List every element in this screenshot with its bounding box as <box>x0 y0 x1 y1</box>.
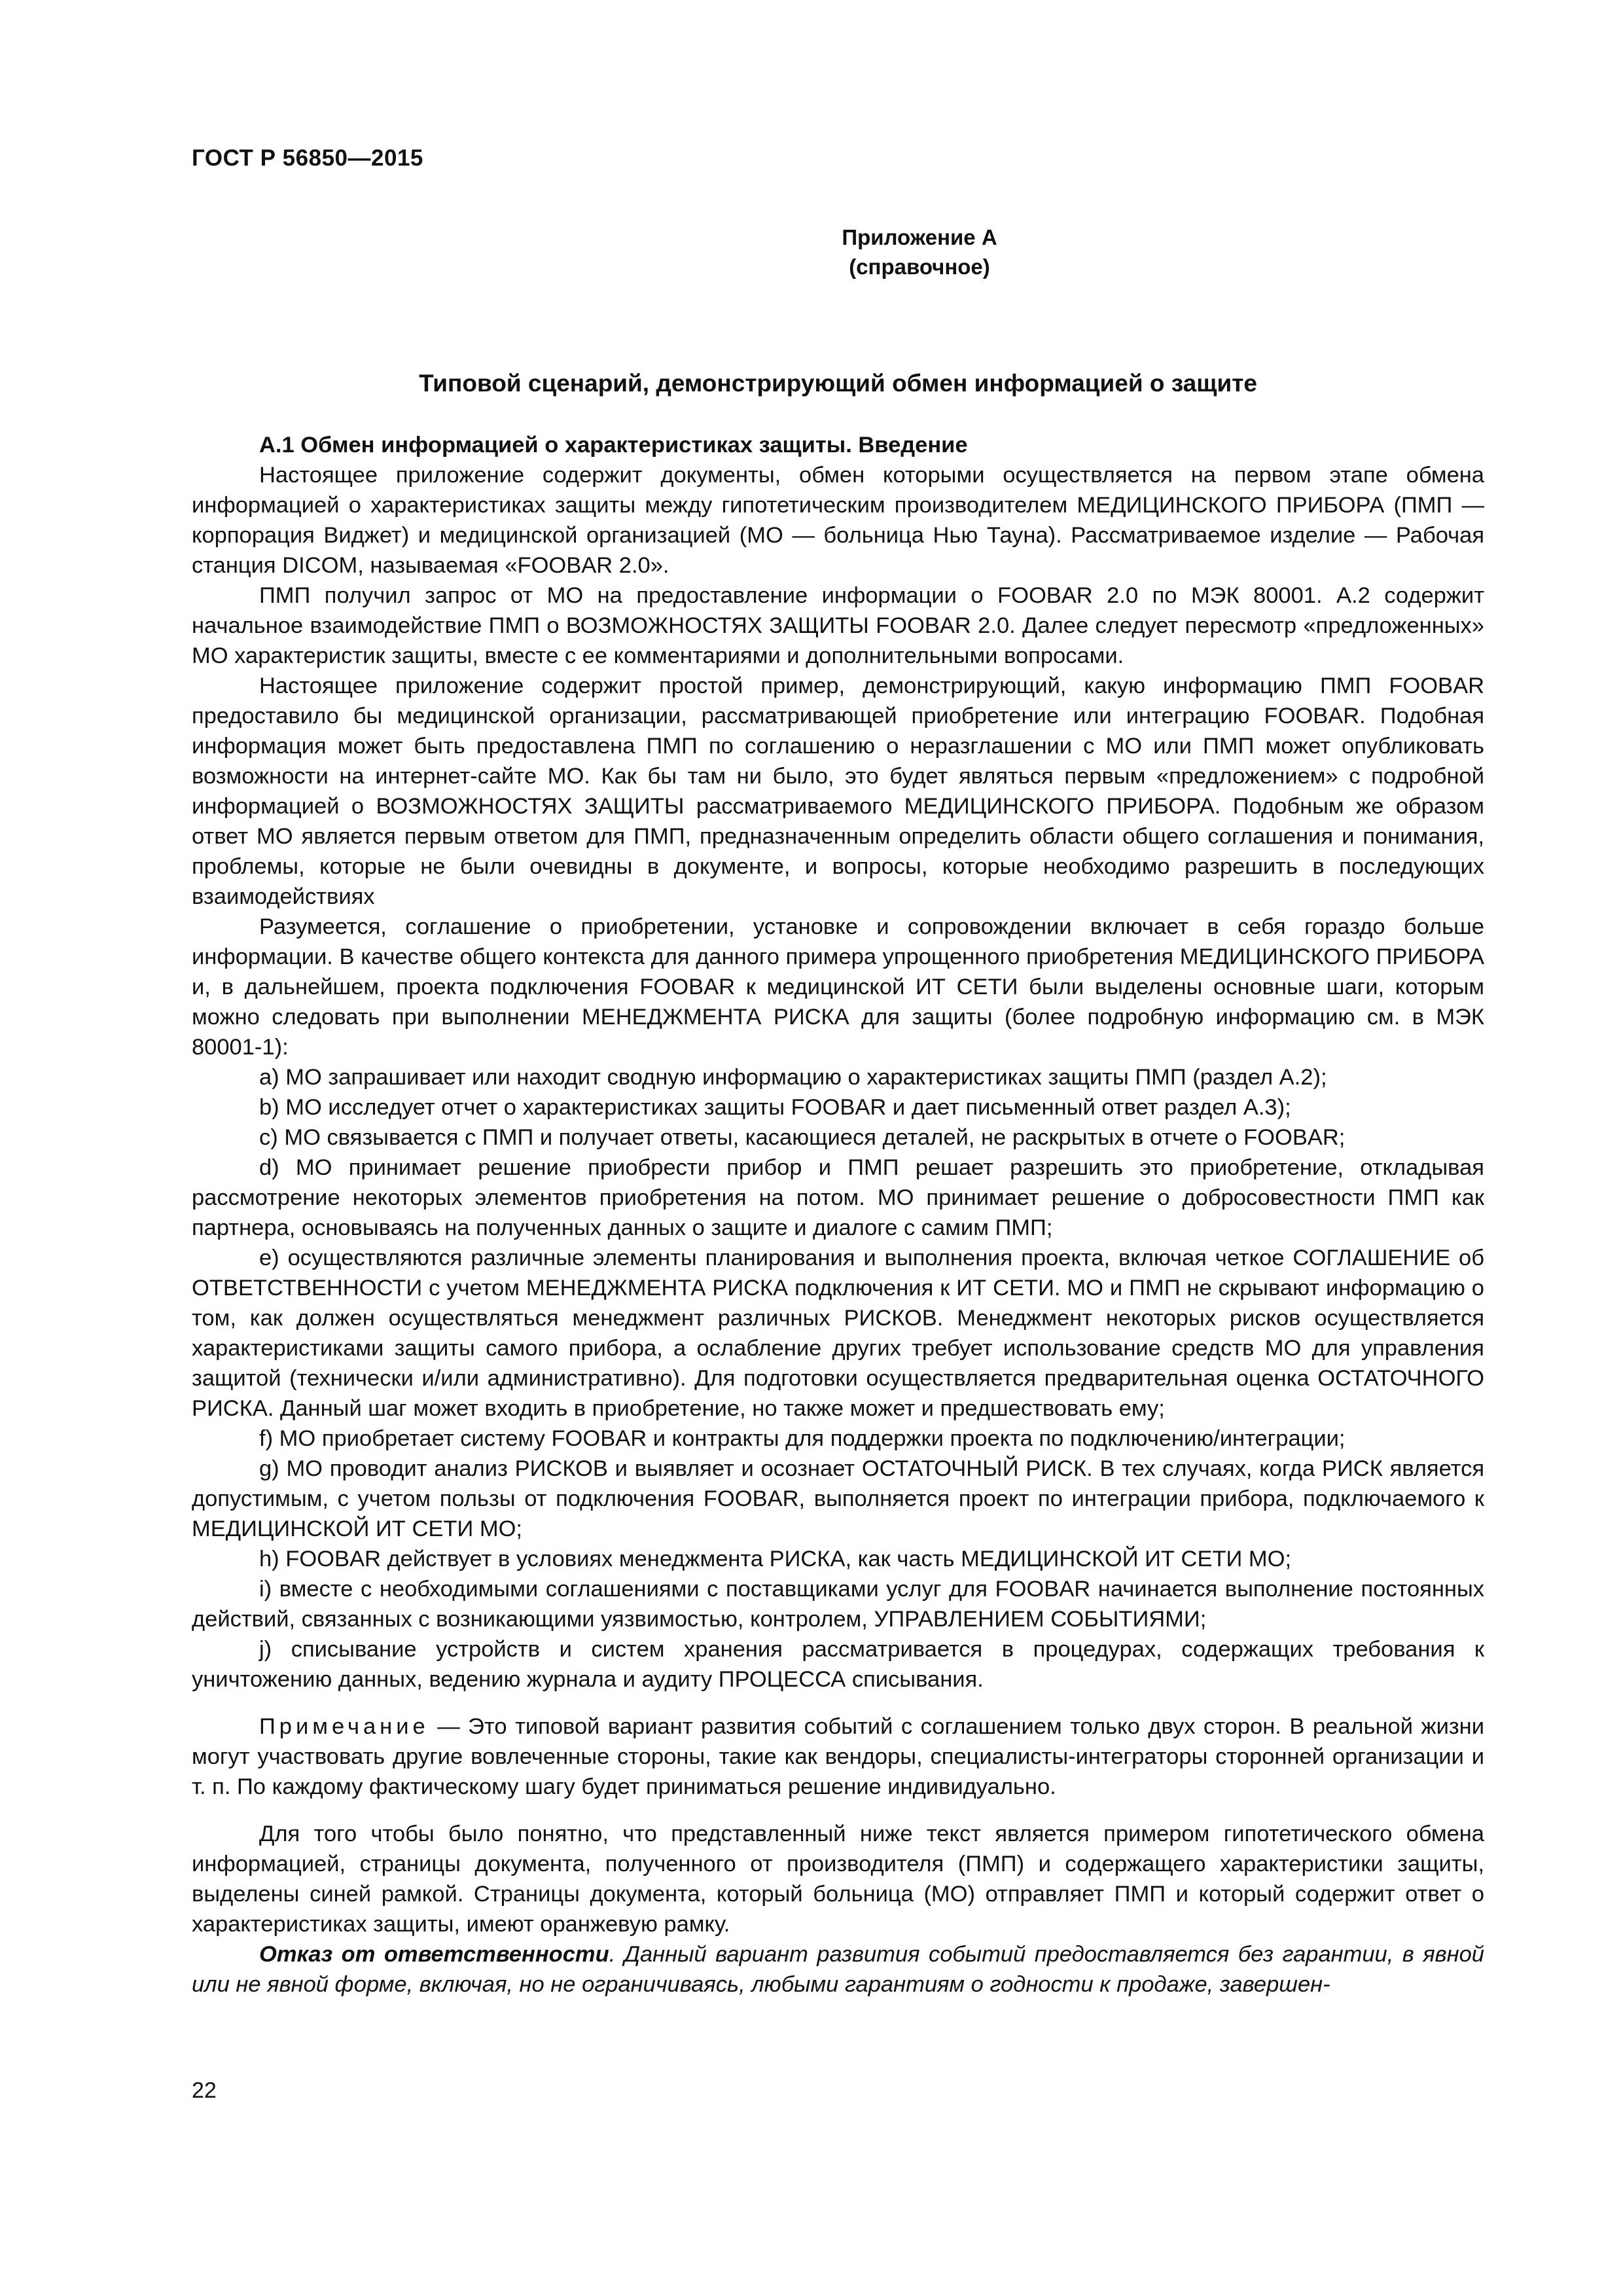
list-item: g) МО проводит анализ РИСКОВ и выявляет и осознает ОСТАТОЧНЫЙ РИСК. В тех случаях, когда РИСК является допустимым, с учетом пользы от подключения FOOBAR, выполняется проект по интеграции прибора, подключаемого к МЕДИЦИНСКОЙ ИТ СЕТИ МО; <box>192 1456 1484 1541</box>
disclaimer <box>192 1939 1484 2000</box>
appendix-kind: (справочное) <box>849 255 990 279</box>
list-item: c) МО связывается с ПМП и получает ответы, касающиеся деталей, не раскрытых в отчете о FOOBAR; <box>259 1125 1346 1150</box>
note-label: Примечание <box>259 1714 429 1739</box>
disclaimer-text: . Данный вариант развития событий предоставляется без гарантии, в явной или не явной форме, включая, но не ограничиваясь, любыми гарантиям о годности к продаже, завершен- <box>192 1942 1484 1997</box>
paragraph: Настоящее приложение содержит документы, обмен которыми осуществляется на первом этапе обмена информацией о характеристиках защиты между гипотетическим производителем МЕДИЦИНСКОГО ПРИБОРА (ПМП — корпорация Виджет) и медицинской организацией (МО — больница Нью Тауна). Рассматриваемое изделие — Рабочая станция DICOM, называемая «FOOBAR 2.0». <box>192 463 1484 578</box>
section-heading: А.1 Обмен информацией о характеристиках защиты. Введение <box>259 433 968 457</box>
document-body <box>192 430 1484 2000</box>
list-item: i) вместе с необходимыми соглашениями с поставщиками услуг для FOOBAR начинается выполнение постоянных действий, связанных с возникающими уязвимостью, контролем, УПРАВЛЕНИЕМ СОБЫТИЯМИ; <box>192 1577 1484 1632</box>
disclaimer-label: Отказ от ответственности <box>259 1942 609 1967</box>
list-item: f) МО приобретает систему FOOBAR и контракты для поддержки проекта по подключению/интеграции; <box>259 1426 1346 1451</box>
page-number: 22 <box>192 2078 217 2103</box>
list-item: d) МО принимает решение приобрести прибор и ПМП решает разрешить это приобретение, откладывая рассмотрение некоторых элементов приобретения на потом. МО принимает решение о добросовестности ПМП как партнера, основываясь на полученных данных о защите и диалоге с самим ПМП; <box>192 1155 1484 1240</box>
appendix-label: Приложение А <box>842 225 997 249</box>
appendix-heading <box>0 223 1623 281</box>
paragraph: Разумеется, соглашение о приобретении, установке и сопровождении включает в себя гораздо больше информации. В качестве общего контекста для данного примера упрощенного приобретения МЕДИЦИНСКОГО ПРИБОРА и, в дальнейшем, проекта подключения FOOBAR к медицинской ИТ СЕТИ были выделены основные шаги, которым можно следовать при выполнении МЕНЕДЖМЕНТА РИСКА для защиты (более подробную информацию см. в МЭК 80001-1): <box>192 914 1484 1060</box>
list-item: h) FOOBAR действует в условиях менеджмента РИСКА, как часть МЕДИЦИНСКОЙ ИТ СЕТИ МО; <box>259 1547 1292 1571</box>
list-item: b) МО исследует отчет о характеристиках защиты FOOBAR и дает письменный ответ раздел А.3); <box>259 1095 1291 1120</box>
note-text: — Это типовой вариант развития событий с соглашением только двух сторон. В реальной жизни могут участвовать другие вовлеченные стороны, такие как вендоры, специалисты-интеграторы сторонней организации и т. п. По каждому фактическому шагу будет приниматься решение индивидуально. <box>192 1714 1484 1799</box>
document-header: ГОСТ Р 56850—2015 <box>192 145 423 171</box>
list-item: а) МО запрашивает или находит сводную информацию о характеристиках защиты ПМП (раздел А.2); <box>259 1065 1327 1090</box>
paragraph: Настоящее приложение содержит простой пример, демонстрирующий, какую информацию ПМП FOOBAR предоставило бы медицинской организации, рассматривающей приобретение или интеграцию FOOBAR. Подобная информация может быть предоставлена ПМП по соглашению о неразглашении с МО или ПМП может опубликовать возможности на интернет-сайте МО. Как бы там ни было, это будет являться первым «предложением» с подробной информацией о ВОЗМОЖНОСТЯХ ЗАЩИТЫ рассматриваемого МЕДИЦИНСКОГО ПРИБОРА. Подобным же образом ответ МО является первым ответом для ПМП, предназначенным определить области общего соглашения и понимания, проблемы, которые не были очевидны в документе, и вопросы, которые необходимо разрешить в последующих взаимодействиях <box>192 673 1484 909</box>
list-item: e) осуществляются различные элементы планирования и выполнения проекта, включая четкое СОГЛАШЕНИЕ об ОТВЕТСТВЕННОСТИ с учетом МЕНЕДЖМЕНТА РИСКА подключения к ИТ СЕТИ. МО и ПМП не скрывают информацию о том, как должен осуществляться менеджмент различных РИСКОВ. Менеджмент некоторых рисков осуществляется характеристиками защиты самого прибора, а ослабление других требует использование средств МО для управления защитой (технически и/или административно). Для подготовки осуществляется предварительная оценка ОСТАТОЧНОГО РИСКА. Данный шаг может входить в приобретение, но также может и предшествовать ему; <box>192 1246 1484 1421</box>
list-item: j) списывание устройств и систем хранения рассматривается в процедурах, содержащих требования к уничтожению данных, ведению журнала и аудиту ПРОЦЕССА списывания. <box>192 1637 1484 1692</box>
page-title: Типовой сценарий, демонстрирующий обмен информацией о защите <box>419 370 1257 397</box>
note <box>192 1712 1484 1802</box>
paragraph: ПМП получил запрос от МО на предоставление информации о FOOBAR 2.0 по МЭК 80001. А.2 содержит начальное взаимодействие ПМП о ВОЗМОЖНОСТЯХ ЗАЩИТЫ FOOBAR 2.0. Далее следует пересмотр «предложенных» МО характеристик защиты, вместе с ее комментариями и дополнительными вопросами. <box>192 583 1484 668</box>
paragraph: Для того чтобы было понятно, что представленный ниже текст является примером гипотетического обмена информацией, страницы документа, полученного от производителя (ПМП) и содержащего характеристики защиты, выделены синей рамкой. Страницы документа, который больница (МО) отправляет ПМП и который содержит ответ о характеристиках защиты, имеют оранжевую рамку. <box>192 1821 1484 1937</box>
